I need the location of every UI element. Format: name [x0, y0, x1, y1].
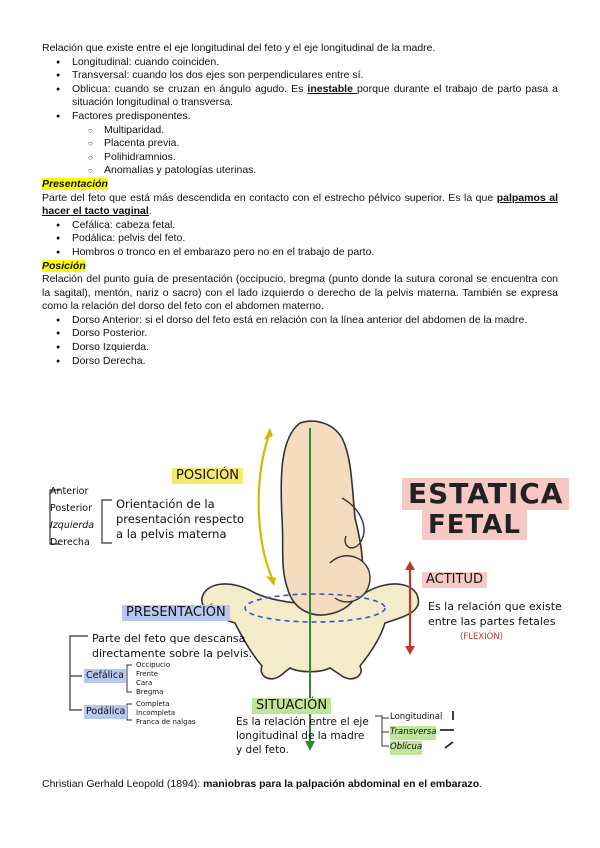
list-item: ● Transversal: cuando los dos ejes son perpendiculares entre sí.: [72, 69, 558, 83]
presentacion-text-pre: Parte del feto que está más descendida en contacto con el estrecho pélvico superior. Es la que: [42, 191, 497, 204]
actitud-desc-1: Es la relación que existe: [428, 600, 562, 613]
flexion-label: (FLEXIÓN): [460, 632, 504, 642]
caption-pre: Christian Gerhald Leopold (1894):: [42, 778, 204, 790]
posicion-list-0: Anterior: [50, 486, 89, 497]
posicion-desc-1: Orientación de la: [116, 497, 215, 511]
list-item: ○ Multiparidad.: [104, 124, 558, 138]
situacion-list-1: Transversa: [390, 726, 436, 740]
list-item: ● Podálica: pelvis del feto.: [72, 232, 558, 246]
presentacion-text: [42, 192, 558, 219]
cefalica-item-3: Bregma: [136, 688, 164, 696]
list-item: ● Cefálica: cabeza fetal.: [72, 219, 558, 233]
factores-label: Factores predisponentes.: [72, 109, 191, 122]
cefalica-label: Cefálica: [86, 670, 124, 681]
posicion-desc-2: presentación respecto: [116, 512, 245, 526]
podalica-item-1: Incompleta: [136, 709, 176, 717]
situacion-desc-2: longitudinal de la madre: [236, 730, 365, 742]
list-item: ○ Anomalías y patologías uterinas.: [104, 164, 558, 178]
podalica-label: Podálica: [86, 706, 126, 717]
list-item: ○ Polihidramnios.: [104, 151, 558, 165]
list-item-oblicua: [72, 83, 558, 110]
posicion-label: POSICIÓN: [172, 468, 243, 484]
podalica-item-0: Completa: [136, 700, 170, 708]
situacion-desc-3: y del feto.: [236, 744, 289, 756]
document-body: [42, 42, 558, 368]
posicion-list-1: Posterior: [50, 503, 92, 514]
situacion-desc-1: Es la relación entre el eje: [236, 716, 369, 728]
oblicua-bold: inestable: [307, 82, 357, 95]
posicion-heading: Posición: [42, 259, 86, 272]
podalica-item-2: Franca de nalgas: [136, 718, 196, 726]
presentacion-text-bold: palpamos al hacer el tacto vaginal: [42, 191, 558, 218]
presentacion-text-post: .: [148, 205, 152, 218]
situacion-list: [42, 56, 558, 178]
cefalica-item-0: Occipucio: [136, 661, 171, 669]
presentacion-heading: Presentación: [42, 177, 108, 190]
estatica-fetal-illustration: [30, 418, 564, 763]
presentacion-list: [42, 219, 558, 260]
fetal-title: FETAL: [422, 510, 527, 540]
situacion-label: SITUACIÓN: [252, 698, 331, 714]
actitud-desc-2: entre las partes fetales: [428, 615, 556, 628]
present-desc-1: Parte del feto que descansa: [92, 632, 246, 645]
list-item: ● Dorso Derecha.: [72, 355, 558, 369]
estatica-title: ESTATICA: [402, 478, 569, 510]
posicion-list-3: Derecha: [50, 537, 90, 548]
posicion-list: [42, 314, 558, 368]
caption: [42, 778, 558, 792]
factores-list: [72, 124, 558, 178]
posicion-desc-3: a la pelvis materna: [116, 527, 227, 541]
list-item-factores: [72, 110, 558, 178]
presentacion-label: PRESENTACIÓN: [122, 605, 230, 621]
caption-bold: maniobras para la palpación abdominal en el embarazo: [203, 778, 480, 790]
list-item: ○ Placenta previa.: [104, 137, 558, 151]
list-item: ● Longitudinal: cuando coinciden.: [72, 56, 558, 70]
cefalica-item-1: Frente: [136, 670, 159, 678]
situacion-list-0: Longitudinal: [390, 712, 443, 722]
oblicua-post: porque durante el trabajo de parto pasa a situación longitudinal o transversa.: [72, 82, 558, 109]
present-desc-2: directamente sobre la pelvis.: [92, 647, 253, 660]
posicion-list-2: Izquierda: [50, 520, 95, 531]
caption-post: .: [479, 778, 483, 790]
situacion-list-2: Oblicua: [390, 741, 422, 755]
list-item: ● Dorso Posterior.: [72, 327, 558, 341]
list-item: ● Dorso Izquierda.: [72, 341, 558, 355]
intro-text: Relación que existe entre el eje longitudinal del feto y el eje longitudinal de la madre.: [42, 42, 436, 54]
list-item: ● Hombros o tronco en el embarazo pero no en el trabajo de parto.: [72, 246, 558, 260]
posicion-text: Relación del punto guía de presentación (occipucio, bregma (punto donde la sutura coronal se encuentra con la sagital), mentón, nariz o sacro) con el lado izquierdo o derecho de la pelvis materna. También se expresa como la relación del dorso del feto con el abdomen materno.: [42, 273, 558, 313]
actitud-label: ACTITUD: [422, 572, 487, 588]
oblicua-pre: Oblicua: cuando se cruzan en ángulo agudo. Es: [72, 82, 308, 95]
cefalica-item-2: Cara: [136, 679, 153, 687]
list-item: ● Dorso Anterior: si el dorso del feto está en relación con la línea anterior del abdomen de la madre.: [72, 314, 558, 328]
